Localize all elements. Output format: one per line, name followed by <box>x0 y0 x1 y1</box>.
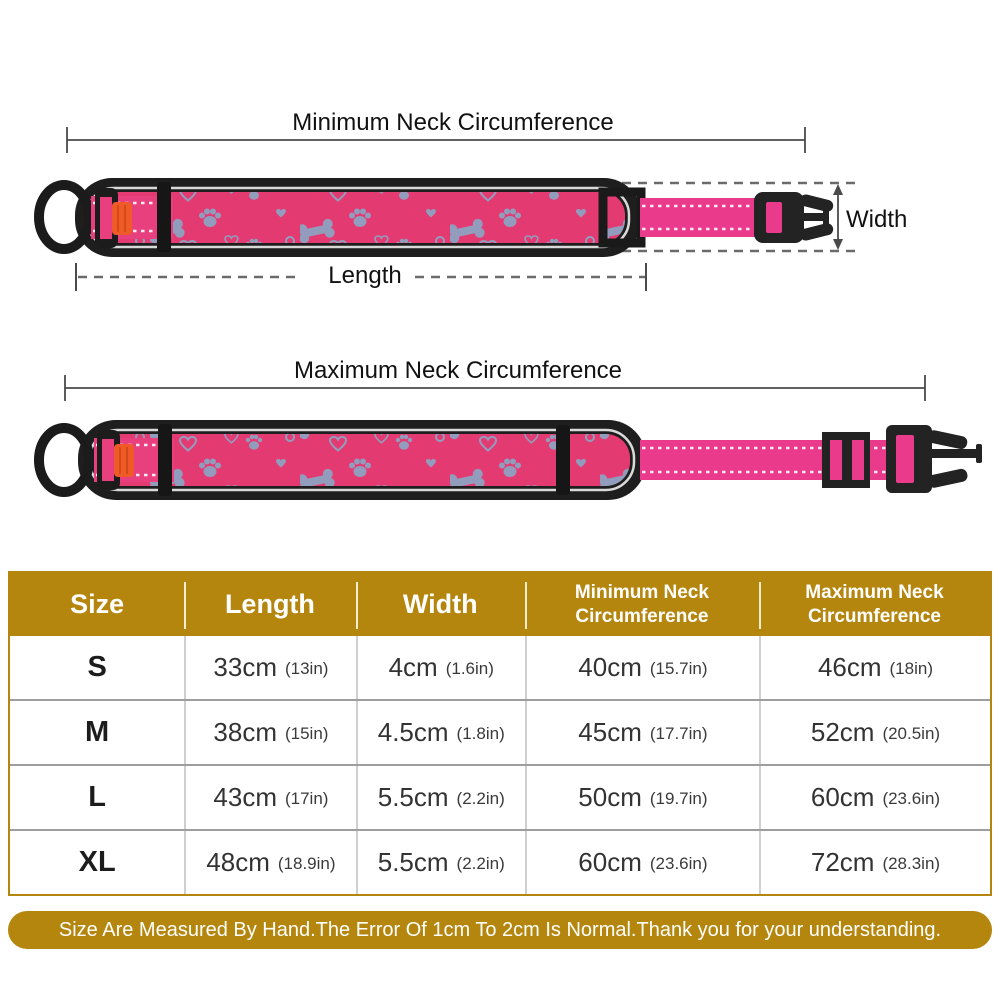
width-in: (1.8in) <box>456 724 505 743</box>
paw-print-fabric <box>94 434 630 486</box>
length-cm: 33cm <box>213 652 277 682</box>
length-in: (15in) <box>284 724 329 743</box>
size-value: L <box>88 781 106 813</box>
size-table-header-row <box>10 573 990 636</box>
size-value: S <box>87 651 107 683</box>
max-neck-in: (23.6in) <box>882 789 941 808</box>
header-min-neck-line2: Circumference <box>575 605 709 627</box>
length-label: Length <box>328 262 402 289</box>
webbing-strap <box>640 198 758 237</box>
min-neck-cm: 60cm <box>578 847 642 877</box>
max-neck-label: Maximum Neck Circumference <box>293 357 623 384</box>
min-neck-cm: 50cm <box>578 782 642 812</box>
width-cm: 4.5cm <box>377 717 449 747</box>
tri-glide-slot <box>102 439 114 481</box>
width-in: (2.2in) <box>456 789 505 808</box>
keeper-loop <box>158 424 172 496</box>
min-neck-label: Minimum Neck Circumference <box>292 109 614 136</box>
max-neck-cm: 72cm <box>810 847 875 877</box>
length-cm: 48cm <box>206 847 270 877</box>
orange-clip <box>114 444 134 477</box>
header-min-neck-line1: Minimum Neck <box>574 582 709 604</box>
max-neck-cm: 52cm <box>810 717 875 747</box>
side-release-buckle <box>886 425 982 493</box>
side-release-buckle <box>754 192 834 243</box>
header-max-neck-line2: Circumference <box>807 605 941 627</box>
table-row-xl <box>10 829 990 894</box>
header-max-neck <box>759 573 990 636</box>
tri-glide-slot <box>100 197 112 239</box>
footer-note: Size Are Measured By Hand.The Error Of 1cm To 2cm Is Normal.Thank you for your understanding. <box>8 911 992 949</box>
width-arrow-icon <box>833 184 843 250</box>
max-neck-cm: 46cm <box>817 652 882 682</box>
length-cm: 38cm <box>213 717 277 747</box>
width-label: Width <box>846 206 908 233</box>
table-row-l <box>10 764 990 829</box>
size-table-body <box>10 636 990 894</box>
collar-max-body <box>39 420 982 500</box>
max-neck-cm: 60cm <box>810 782 875 812</box>
min-neck-in: (23.6in) <box>649 854 708 873</box>
min-neck-in: (15.7in) <box>649 659 708 678</box>
table-row-m <box>10 699 990 764</box>
min-neck-in: (17.7in) <box>649 724 708 743</box>
header-width: Width <box>356 573 525 636</box>
max-neck-in: (28.3in) <box>882 854 941 873</box>
header-max-neck-line1: Maximum Neck <box>805 582 944 604</box>
keeper-loop <box>157 182 171 252</box>
width-cm: 5.5cm <box>377 847 449 877</box>
max-neck-in: (20.5in) <box>882 724 941 743</box>
table-row-s <box>10 636 990 699</box>
size-value: XL <box>78 846 116 878</box>
header-size: Size <box>70 589 125 619</box>
width-in: (2.2in) <box>456 854 505 873</box>
adjuster-slider <box>822 432 870 488</box>
min-neck-in: (19.7in) <box>649 789 708 808</box>
header-length: Length <box>184 573 355 636</box>
length-in: (18.9in) <box>277 854 336 873</box>
size-table <box>8 571 992 896</box>
min-neck-cm: 40cm <box>578 652 642 682</box>
max-neck-in: (18in) <box>889 659 933 678</box>
size-value: M <box>85 716 110 748</box>
webbing-strap <box>640 440 925 480</box>
width-cm: 4cm <box>388 652 438 682</box>
orange-clip <box>112 202 132 235</box>
right-keeper-loop <box>556 425 570 495</box>
collar-min-body <box>39 178 834 257</box>
header-min-neck <box>525 573 759 636</box>
width-in: (1.6in) <box>445 659 494 678</box>
length-in: (17in) <box>284 789 329 808</box>
min-neck-cm: 45cm <box>578 717 642 747</box>
width-cm: 5.5cm <box>377 782 449 812</box>
length-cm: 43cm <box>213 782 277 812</box>
length-in: (13in) <box>284 659 329 678</box>
